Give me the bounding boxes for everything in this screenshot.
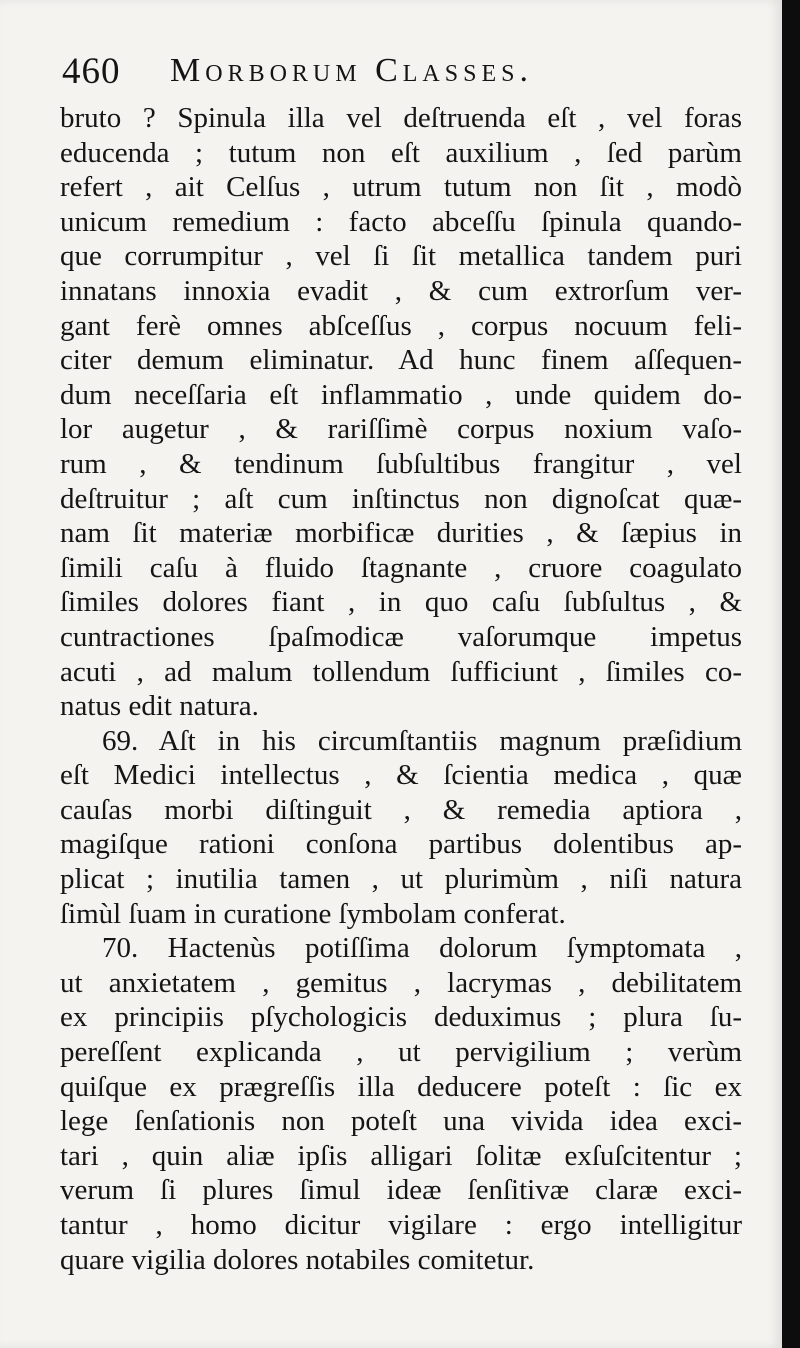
text-line: innatans innoxia evadit , & cum extrorſum ver- xyxy=(60,274,742,307)
text-line: natus edit natura. xyxy=(60,690,259,723)
text-line: refert , ait Celſus , utrum tutum non ſit , modò xyxy=(60,171,742,204)
text-line: deſtruitur ; aſt cum inſtinctus non dignoſcat quæ- xyxy=(60,482,742,515)
text-line: quare vigilia dolores notabiles comitetur. xyxy=(60,1243,535,1276)
text-line: cuntractiones ſpaſmodicæ vaſorumque impetus xyxy=(60,620,742,653)
text-line: ſimili caſu à fluido ſtagnante , cruore coagulato xyxy=(60,551,742,584)
text-line: 69. Aſt in his circumſtantiis magnum præſidium xyxy=(102,724,742,757)
text-line: tari , quin aliæ ipſis alligari ſolitæ exſuſcitentur ; xyxy=(60,1139,742,1172)
text-line: dum neceſſaria eſt inflammatio , unde quidem do- xyxy=(60,378,742,411)
body-text xyxy=(60,101,742,1277)
running-title: Morborum Classes. xyxy=(170,52,533,89)
text-line: que corrumpitur , vel ſi ſit metallica tandem puri xyxy=(60,240,742,273)
text-line: ex principiis pſychologicis deduximus ; plura ſu- xyxy=(60,1001,742,1034)
text-line: bruto ? Spinula illa vel deſtruenda eſt , vel foras xyxy=(60,102,742,134)
text-line: acuti , ad malum tollendum ſufficiunt , ſimiles co- xyxy=(60,655,742,688)
text-line: citer demum eliminatur. Ad hunc finem aſſequen- xyxy=(60,344,742,377)
text-line: lor augetur , & rariſſimè corpus noxium vaſo- xyxy=(60,413,742,446)
text-line: 70. Hactenùs potiſſima dolorum ſymptomata , xyxy=(102,932,742,965)
text-line: verum ſi plures ſimul ideæ ſenſitivæ claræ exci- xyxy=(60,1174,742,1207)
book-spine-edge xyxy=(782,0,800,1348)
text-line: gant ferè omnes abſceſſus , corpus nocuum feli- xyxy=(60,309,742,342)
text-line: plicat ; inutilia tamen , ut plurimùm , niſi natura xyxy=(60,863,742,896)
text-line: ſimiles dolores fiant , in quo caſu ſubſultus , & xyxy=(60,586,742,619)
text-line: unicum remedium : facto abceſſu ſpinula quando- xyxy=(60,205,742,238)
text-line: rum , & tendinum ſubſultibus frangitur , vel xyxy=(60,447,742,480)
page-header xyxy=(62,50,702,96)
text-line: ſimùl ſuam in curatione ſymbolam conferat. xyxy=(60,897,566,930)
text-line: eſt Medici intellectus , & ſcientia medica , quæ xyxy=(60,759,742,792)
text-line: ut anxietatem , gemitus , lacrymas , debilitatem xyxy=(60,966,742,999)
text-line: quiſque ex prægreſſis illa deducere poteſt : ſic ex xyxy=(60,1070,742,1103)
text-line: nam ſit materiæ morbificæ durities , & ſæpius in xyxy=(60,517,742,550)
text-line: lege ſenſationis non poteſt una vivida idea exci- xyxy=(60,1105,742,1138)
text-line: tantur , homo dicitur vigilare : ergo intelligitur xyxy=(60,1209,742,1241)
text-line: pereſſent explicanda , ut pervigilium ; verùm xyxy=(60,1036,742,1069)
text-line: educenda ; tutum non eſt auxilium , ſed parùm xyxy=(60,136,742,169)
page-number: 460 xyxy=(62,51,121,92)
text-line: cauſas morbi diſtinguit , & remedia aptiora , xyxy=(60,793,742,826)
text-line: magiſque rationi conſona partibus dolentibus ap- xyxy=(60,828,742,861)
